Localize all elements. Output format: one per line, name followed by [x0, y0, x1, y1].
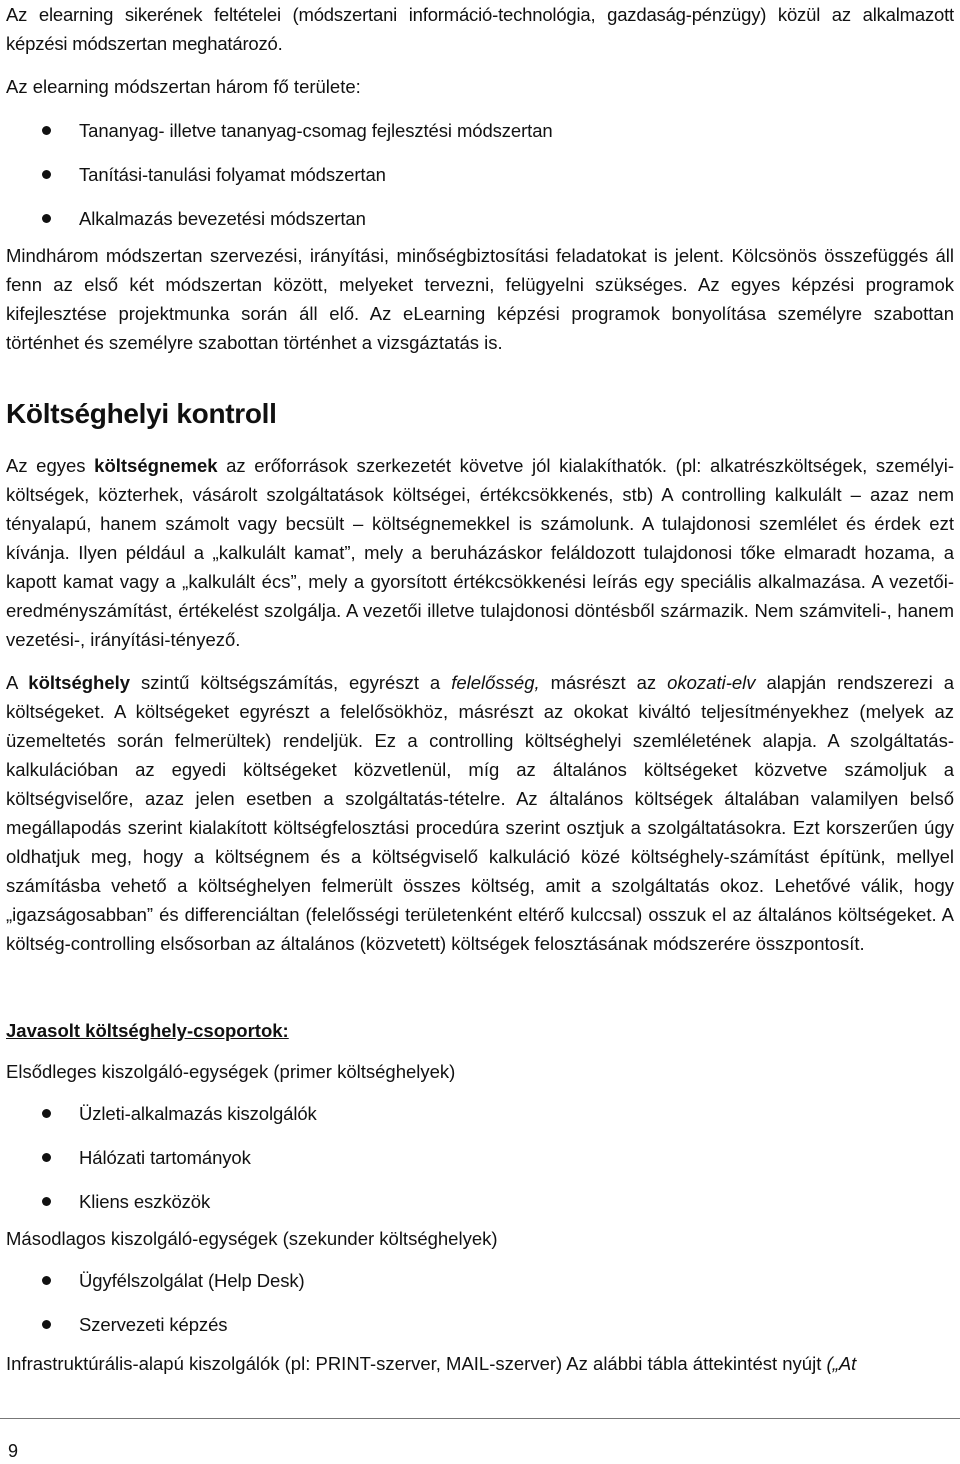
- cost-center-paragraph: A költséghely szintű költségszámítás, egyrészt a felelősség, másrészt az okozati-elv alapján rendszerezi a költségeket. A költségeket egyrészt a felelősökhöz, másrészt az okokat kiváltó teljesítményekhez (melyek az üzemeltetés során felmerültek) rendeljük. Ez a controlling költséghelyi szemléletének alapja. A szolgáltatás-kalkulációban az egyedi költségeket közvetlenül, míg az általános költségeket közvetve számoljuk a költségviselőre, azaz jelen esetben a szolgáltatás-tételre. Az általános költségek általában valamilyen belső megállapodás szerint kialakított költségfelosztási procedúra szerint osztjuk a szolgáltatásokra. Ezt korszerűen úgy oldhatjuk meg, hogy a költségnem és a költségviselő kalkuláció közé költséghely-számítást építünk, mellyel számításba vehető a költséghelyen felmerült összes költség, amit a szolgáltatás okoz. Lehetővé válik, hogy „igazságosabban” és differenciáltan (felelősségi területenként eltérő kulccsal) osszuk el az általános költségeket. A költség-controlling elsősorban az általános (közvetett) költségek felosztásának módszerére összpontosít.: [6, 672, 955, 954]
- bullet-icon: [42, 214, 51, 223]
- list-item: Kliens eszközök: [6, 1180, 954, 1224]
- document-page: [6, 0, 954, 1378]
- bullet-icon: [42, 1153, 51, 1162]
- intro-lead: Az elearning módszertan három fő területe:: [6, 76, 361, 97]
- infrastructure-line: Infrastruktúrális-alapú kiszolgálók (pl: PRINT-szerver, MAIL-szerver) Az alábbi tábla áttekintést nyújt („At: [6, 1353, 857, 1374]
- list-item: Hálózati tartományok: [6, 1136, 954, 1180]
- secondary-groups-title: Másodlagos kiszolgáló-egységek (szekunder költséghelyek): [6, 1228, 498, 1249]
- primary-groups-list: [6, 1092, 954, 1224]
- methodology-list: [6, 109, 954, 241]
- groups-heading: Javasolt költséghely-csoportok:: [6, 1020, 289, 1041]
- footer-divider: [0, 1418, 960, 1419]
- cost-types-paragraph: Az egyes költségnemek az erőforrások szerkezetét követve jól kialakíthatók. (pl: alkatrészköltségek, személyi-költségek, közterhek, vásárolt szolgáltatások költségei, értékcsökkenés, stb) A controlling kalkulált – azaz nem tényalapú, hanem számolt vagy becsült – költségnemekkel is számolunk. A tulajdonosi szemlélet és érdek ezt kívánja. Ilyen például a „kalkulált kamat”, mely a beruházáskor feláldozott tulajdonosi tőke elmaradt hozama, a kapott kamat vagy a „kalkulált écs”, mely a gyorsított értékcsökkenési leírás egy speciális alkalmazása. A vezetői-eredményszámítást, értékelést szolgálja. A vezetői illetve tulajdonosi döntésből származik. Nem számviteli-, hanem vezetési-, irányítási-tényező.: [6, 455, 954, 650]
- bullet-icon: [42, 1276, 51, 1285]
- list-item: Ügyfélszolgálat (Help Desk): [6, 1259, 954, 1303]
- list-item: Tanítási-tanulási folyamat módszertan: [6, 153, 954, 197]
- list-item: Üzleti-alkalmazás kiszolgálók: [6, 1092, 954, 1136]
- emphasis-italic: felelősség,: [451, 672, 540, 693]
- page-number: 9: [8, 1441, 19, 1461]
- intro-sentence: Az elearning sikerének feltételei (módszertani információ-technológia, gazdaság-pénzügy) közül az alkalmazott képzési módszertan meghatározó.: [6, 4, 954, 54]
- secondary-groups-list: [6, 1259, 954, 1347]
- methodology-paragraph: Mindhárom módszertan szervezési, irányítási, minőségbiztosítási feladatokat is jelent. Kölcsönös összefüggés áll fenn az első két módszertan között, melyeket tervezni, felügyelni szükséges. Az egyes képzési programok kifejlesztése projektmunka során áll elő. Az eLearning képzési programok bonyolítása személyre szabottan történhet és személyre szabottan történhet a vizsgáztatás is.: [6, 245, 954, 353]
- emphasis-italic: („At: [826, 1353, 857, 1374]
- list-item: Szervezeti képzés: [6, 1303, 954, 1347]
- primary-groups-title: Elsődleges kiszolgáló-egységek (primer költséghelyek): [6, 1061, 456, 1082]
- emphasis-term: költségnemek: [94, 455, 218, 476]
- bullet-icon: [42, 1197, 51, 1206]
- bullet-icon: [42, 1320, 51, 1329]
- emphasis-term: költséghely: [28, 672, 131, 693]
- bullet-icon: [42, 170, 51, 179]
- bullet-icon: [42, 126, 51, 135]
- list-item: Alkalmazás bevezetési módszertan: [6, 197, 954, 241]
- list-item: Tananyag- illetve tananyag-csomag fejlesztési módszertan: [6, 109, 954, 153]
- bullet-icon: [42, 1109, 51, 1118]
- emphasis-italic: okozati-elv: [667, 672, 756, 693]
- section-heading: Költséghelyi kontroll: [6, 398, 277, 429]
